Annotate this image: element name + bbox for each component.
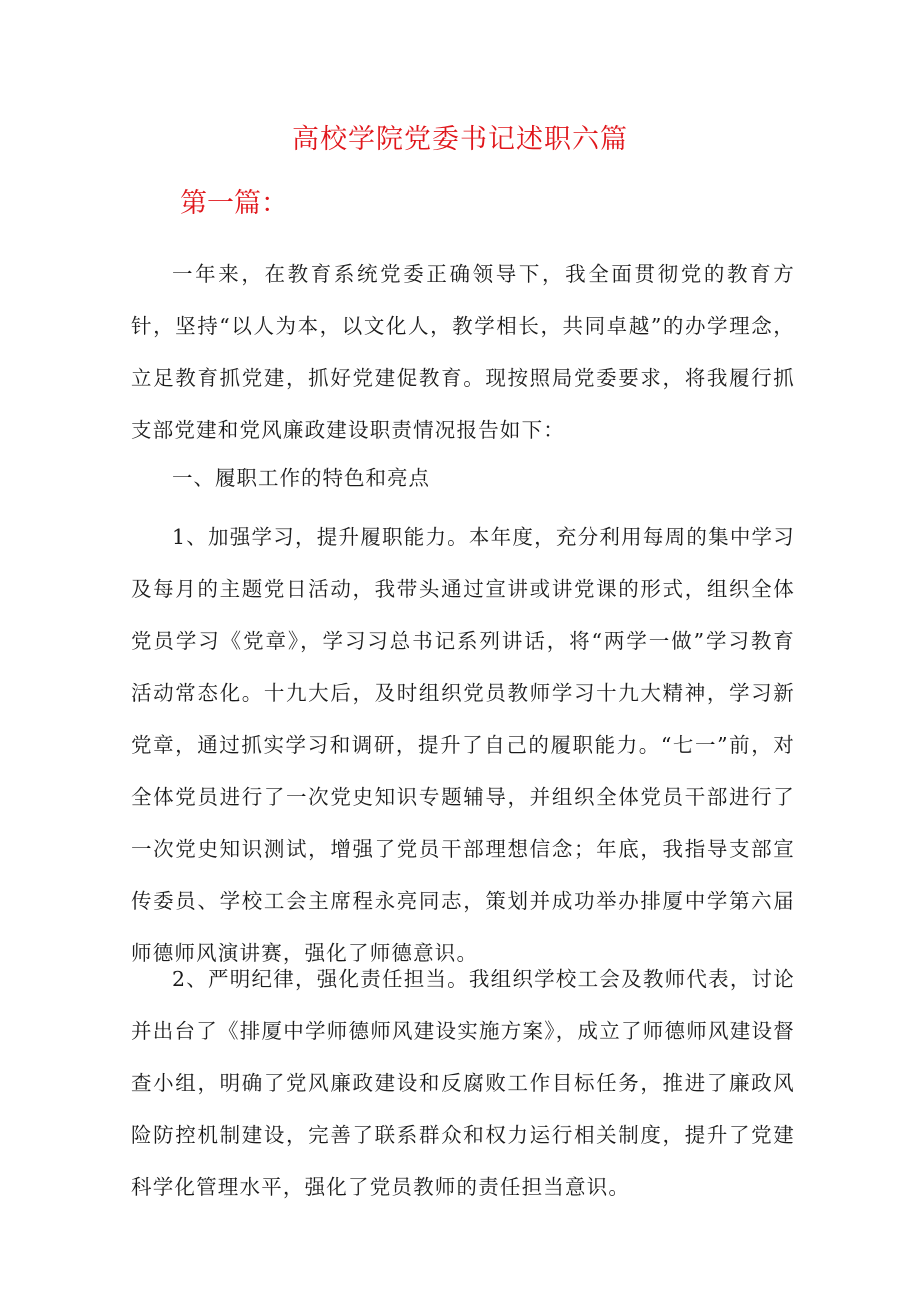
paragraph-item-2: 2、严明纪律，强化责任担当。我组织学校工会及教师代表，讨论并出台了《排厦中学师德师风建设实施方案》，成立了师德师风建设督查小组，明确了党风廉政建设和反腐败工作目标任务，推进了廉政风险防控机制建设，完善了联系群众和权力运行相关制度，提升了党建科学化管理水平，强化了党员教师的责任担当意识。 bbox=[131, 967, 795, 1199]
document-title: 高校学院党委书记述职六篇 bbox=[292, 124, 628, 155]
part-label: 第一篇： bbox=[180, 188, 288, 219]
section-heading-1: 一、履职工作的特色和亮点 bbox=[172, 466, 430, 490]
intro-paragraph: 一年来，在教育系统党委正确领导下，我全面贯彻党的教育方针，坚持“以人为本，以文化人，教学相长，共同卓越”的办学理念，立足教育抓党建，抓好党建促教育。现按照局党委要求，将我履行抓支部党建和党风廉政建设职责情况报告如下： bbox=[131, 262, 795, 442]
paragraph-item-1: 1、加强学习，提升履职能力。本年度，充分利用每周的集中学习及每月的主题党日活动，我带头通过宣讲或讲党课的形式，组织全体党员学习《党章》，学习习总书记系列讲话，将“两学一做”学习教育活动常态化。十九大后，及时组织党员教师学习十九大精神，学习新党章，通过抓实学习和调研，提升了自己的履职能力。“七一”前，对全体党员进行了一次党史知识专题辅导，并组织全体党员干部进行了一次党史知识测试，增强了党员干部理想信念；年底，我指导支部宣传委员、学校工会主席程永亮同志，策划并成功举办排厦中学第六届师德师风演讲赛，强化了师德意识。 bbox=[131, 525, 795, 965]
